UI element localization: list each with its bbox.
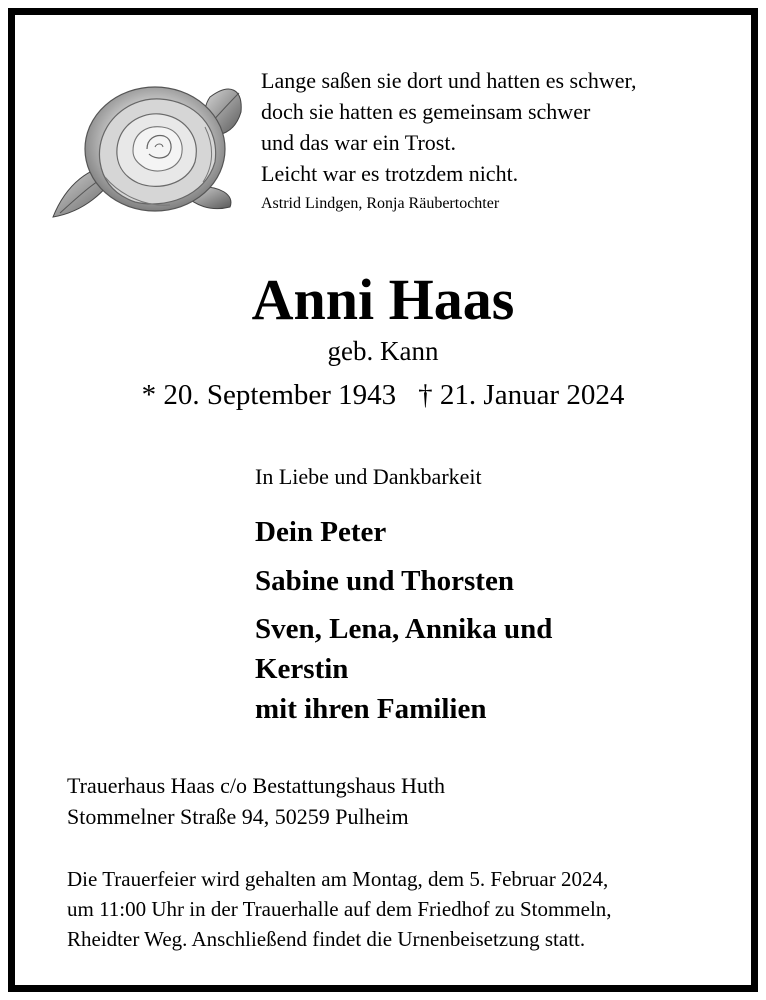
ceremony-line: Die Trauerfeier wird gehalten am Montag, dem 5. Februar 2024, (67, 867, 609, 891)
poem-source: Astrid Lindgen, Ronja Räubertochter (261, 195, 500, 212)
mourners-intro: In Liebe und Dankbarkeit (255, 464, 482, 489)
ceremony-line: um 11:00 Uhr in der Trauerhalle auf dem Friedhof zu Stommeln, (67, 897, 612, 921)
mourning-address (67, 770, 445, 832)
mourner-name: Sabine und Thorsten (255, 565, 514, 597)
mourner-name: Kerstin (255, 653, 349, 685)
poem-line: doch sie hatten es gemeinsam schwer (261, 99, 591, 124)
address-line: Stommelner Straße 94, 50259 Pulheim (67, 804, 409, 829)
mourner-name: mit ihren Familien (255, 693, 487, 725)
ceremony-line: Rheidter Weg. Anschließend findet die Urnenbeisetzung statt. (67, 927, 586, 951)
obituary-frame (8, 8, 758, 992)
poem-line: Leicht war es trotzdem nicht. (261, 161, 519, 186)
mourner-name: Dein Peter (255, 516, 387, 548)
poem-line: Lange saßen sie dort und hatten es schwer, (261, 68, 637, 93)
life-dates (15, 376, 751, 414)
ceremony-notice (67, 864, 612, 954)
poem-line: und das war ein Trost. (261, 130, 456, 155)
mourner-name: Sven, Lena, Annika und (255, 613, 553, 645)
mourners-list (255, 511, 715, 729)
deceased-name: Anni Haas (251, 267, 515, 332)
poem-quote (261, 65, 731, 215)
maiden-name: geb. Kann (327, 336, 439, 366)
birth-date: * 20. September 1943 (141, 379, 397, 411)
address-line: Trauerhaus Haas c/o Bestattungshaus Huth (67, 773, 446, 798)
rose-image (45, 67, 245, 227)
death-date: † 21. Januar 2024 (418, 379, 625, 411)
